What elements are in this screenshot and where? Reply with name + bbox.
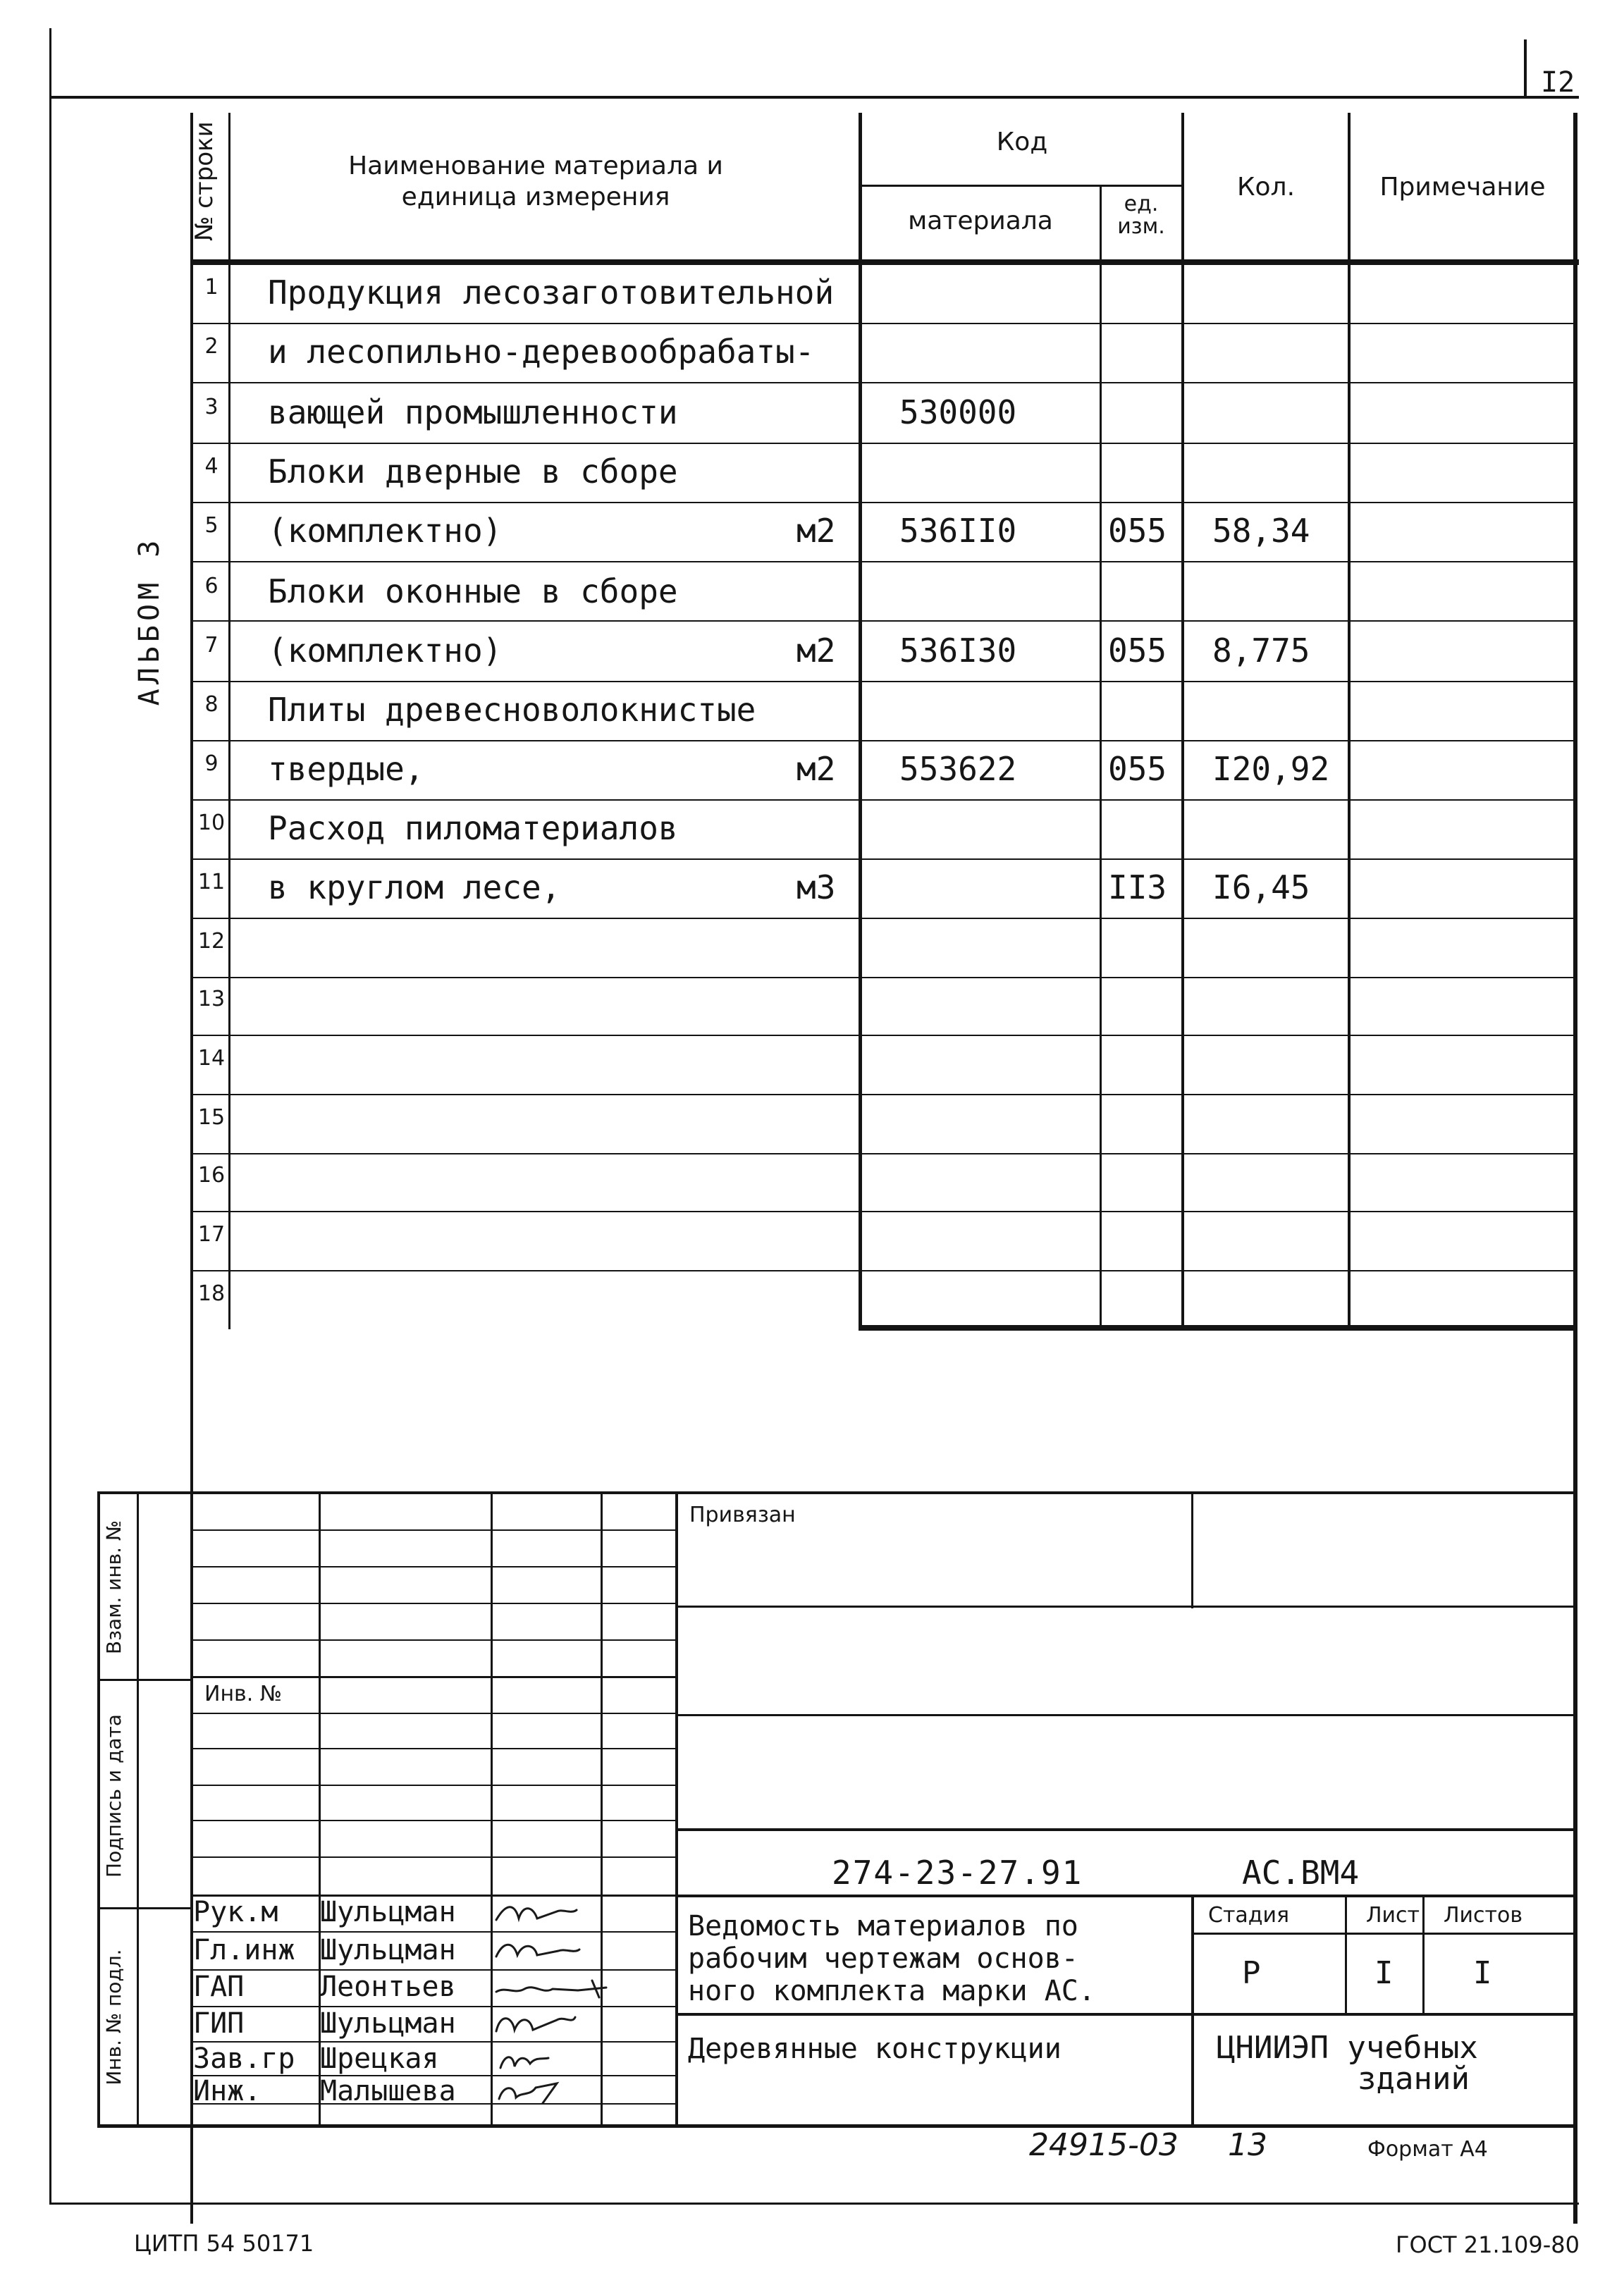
row-number: 13 <box>197 987 226 1011</box>
row-line-7 <box>190 681 1576 682</box>
material-name-cell: Продукция лесозаготовительной <box>268 273 835 312</box>
grid-h-7 <box>190 1748 677 1749</box>
row-line-12 <box>190 977 1576 978</box>
quantity-cell: I6,45 <box>1212 868 1310 906</box>
material-code-cell: 553622 <box>899 750 1017 788</box>
grid-h-10 <box>190 1856 677 1858</box>
row-number: 7 <box>204 633 219 658</box>
header-note: Примечание <box>1379 173 1546 202</box>
doc-code: 274-23-27.91 <box>832 1854 1083 1892</box>
row-line-10 <box>190 858 1576 860</box>
row-line-6 <box>190 620 1576 622</box>
row-number: 14 <box>197 1046 226 1071</box>
quantity-cell: 8,775 <box>1212 632 1310 670</box>
signer-role: Зав.гр <box>193 2043 295 2075</box>
stamp-col-outer-left <box>97 1493 100 2127</box>
material-name-cell: (комплектно) <box>268 512 503 550</box>
unit-code-cell: II3 <box>1108 868 1167 906</box>
grid-h-2 <box>190 1566 677 1567</box>
row-number: 2 <box>204 334 219 359</box>
tb-v-mid <box>1191 1895 1194 2127</box>
row-number: 17 <box>197 1222 226 1247</box>
signer-name: Леонтьев <box>320 1971 456 2003</box>
signer-role: Инж. <box>193 2075 262 2107</box>
tb-h-2 <box>675 1714 1576 1716</box>
signer-name: Малышева <box>320 2075 456 2107</box>
material-name-cell: Блоки дверные в сборе <box>268 452 678 491</box>
row-number: 4 <box>204 454 219 479</box>
row-line-2 <box>190 382 1576 383</box>
sheets-label: Листов <box>1444 1903 1523 1928</box>
privyazan-right-v <box>1191 1493 1193 1608</box>
header-material-name: Наименование материала и единица измерения <box>348 152 723 211</box>
col-line-right <box>1573 113 1577 2224</box>
signature-mark <box>493 2045 620 2076</box>
grid-h-6 <box>190 1713 677 1714</box>
row-number: 11 <box>197 870 226 894</box>
signer-name: Шрецкая <box>320 2043 439 2075</box>
row-line-14 <box>190 1094 1576 1095</box>
doc-title-line-1: Ведомость материалов по <box>688 1910 1078 1942</box>
header-code: Код <box>996 128 1048 156</box>
material-code-cell: 536II0 <box>899 512 1017 550</box>
footer-left: ЦИТП 54 50171 <box>134 2230 314 2257</box>
signature-mark <box>493 1899 620 1930</box>
stage-value: Р <box>1242 1955 1261 1991</box>
material-name-cell: в круглом лесе, <box>268 868 561 906</box>
material-name-cell: вающей промышленности <box>268 393 678 431</box>
stamp-bottom-line <box>97 2124 1577 2128</box>
row-number: 5 <box>204 513 219 538</box>
row-number: 15 <box>197 1105 226 1130</box>
signature-mark <box>493 2078 620 2109</box>
tb-v-sheet <box>1422 1895 1425 2014</box>
material-name-cell: Блоки оконные в сборе <box>268 572 678 610</box>
material-name-cell: Плиты древесноволокнистые <box>268 691 756 729</box>
row-number: 1 <box>204 275 219 300</box>
frame-bottom-line <box>49 2203 1579 2205</box>
row-number: 9 <box>204 751 219 776</box>
tb-h-5 <box>675 2013 1576 2016</box>
col-line-code <box>1100 185 1102 1329</box>
code-subheader-line <box>861 185 1183 187</box>
tb-h-stage-labels <box>1191 1933 1576 1935</box>
table-header-bottom-line <box>190 259 1579 265</box>
unit-cell: м2 <box>796 632 836 670</box>
stamp-sep-2 <box>97 1907 193 1909</box>
signature-mark <box>493 1937 620 1968</box>
sheet-label: Лист <box>1366 1903 1420 1928</box>
format-label: Формат А4 <box>1367 2137 1488 2162</box>
page-number: 13 <box>1228 2127 1267 2163</box>
unit-code-cell: 055 <box>1108 512 1167 550</box>
tb-h-3 <box>675 1828 1576 1831</box>
row-line-15 <box>190 1153 1576 1154</box>
row-line-5 <box>190 561 1576 562</box>
row-line-11 <box>190 918 1576 919</box>
privyazan-label: Привязан <box>689 1503 796 1527</box>
unit-cell: м3 <box>796 868 836 906</box>
sheets-value: I <box>1473 1955 1492 1991</box>
data-block-bottom-line <box>859 1325 1577 1331</box>
material-name-cell: Расход пиломатериалов <box>268 809 678 847</box>
signer-name: Шульцман <box>320 2007 456 2040</box>
material-code-cell: 536I30 <box>899 632 1017 670</box>
signer-role: ГАП <box>193 1971 245 2003</box>
doc-mark: АС.ВМ4 <box>1242 1854 1360 1892</box>
quantity-cell: 58,34 <box>1212 512 1310 550</box>
label-inv-podl: Инв. № подл. <box>102 1949 125 2086</box>
header-row-number: № строки <box>190 121 219 241</box>
unit-cell: м2 <box>796 750 836 788</box>
org-line-1: ЦНИИЭП учебных <box>1217 2030 1478 2066</box>
row-line-16 <box>190 1211 1576 1212</box>
grid-h-3 <box>190 1603 677 1604</box>
row-line-3 <box>190 443 1576 444</box>
signer-name: Шульцман <box>320 1896 456 1928</box>
unit-cell: м2 <box>796 512 836 550</box>
signer-name: Шульцман <box>320 1934 456 1966</box>
header-quantity: Кол. <box>1236 173 1296 202</box>
signature-mark <box>493 1973 620 2004</box>
label-podpis-data: Подпись и дата <box>102 1714 125 1878</box>
object-name: Деревянные конструкции <box>688 2033 1062 2065</box>
row-line-9 <box>190 799 1576 801</box>
stamp-sep-1 <box>97 1679 193 1681</box>
row-line-8 <box>190 740 1576 741</box>
row-number: 12 <box>197 929 226 954</box>
inv-no-label: Инв. № <box>204 1682 283 1706</box>
grid-v-4 <box>675 1493 678 2124</box>
row-number: 10 <box>197 811 226 835</box>
signer-role: Гл.инж <box>193 1934 295 1966</box>
row-line-4 <box>190 502 1576 503</box>
row-number: 18 <box>197 1281 226 1306</box>
grid-h-4 <box>190 1639 677 1641</box>
tb-v-stage <box>1345 1895 1347 2014</box>
grid-h-9 <box>190 1820 677 1821</box>
album-label: АЛЬБОМ 3 <box>133 536 166 706</box>
grid-h-12 <box>190 1931 677 1933</box>
signer-role: ГИП <box>193 2007 245 2040</box>
material-name-cell: и лесопильно-деревообрабаты- <box>268 333 815 371</box>
stage-label: Стадия <box>1208 1903 1290 1928</box>
row-number: 6 <box>204 574 219 598</box>
col-line-qty <box>1348 113 1351 1329</box>
row-number: 3 <box>204 395 219 419</box>
frame-left-line <box>49 28 51 2203</box>
sheet-number-box-left <box>1524 39 1527 99</box>
org-line-2: зданий <box>1358 2061 1470 2097</box>
footer-right: ГОСТ 21.109-80 <box>1396 2231 1580 2258</box>
grid-h-5 <box>190 1676 677 1678</box>
col-line-name <box>859 113 862 1329</box>
stamp-col-inner <box>137 1493 139 2127</box>
col-line-unit <box>1181 113 1184 1329</box>
sheet-value: I <box>1374 1955 1394 1991</box>
tb-h-4 <box>675 1895 1576 1897</box>
signer-role: Рук.м <box>193 1896 278 1928</box>
sheet-number: I2 <box>1541 66 1575 99</box>
privyazan-bottom-h <box>675 1606 1576 1608</box>
header-code-unit: ед. изм. <box>1117 192 1165 239</box>
quantity-cell: I20,92 <box>1212 750 1330 788</box>
signature-mark <box>493 2010 620 2041</box>
row-number: 8 <box>204 692 219 717</box>
grid-v-2 <box>491 1493 493 2124</box>
frame-top-line <box>49 96 1579 99</box>
col-line-rownum <box>228 113 230 1329</box>
row-number: 16 <box>197 1163 226 1188</box>
row-line-17 <box>190 1270 1576 1271</box>
row-line-1 <box>190 323 1576 324</box>
grid-h-8 <box>190 1785 677 1786</box>
unit-code-cell: 055 <box>1108 750 1167 788</box>
doc-title-line-3: ного комплекта марки АС. <box>688 1975 1095 2007</box>
row-line-13 <box>190 1035 1576 1036</box>
unit-code-cell: 055 <box>1108 632 1167 670</box>
label-vzam-inv: Взам. инв. № <box>102 1520 125 1655</box>
material-code-cell: 530000 <box>899 393 1017 431</box>
archive-number: 24915-03 <box>1029 2127 1179 2163</box>
material-name-cell: твердые, <box>268 750 424 788</box>
grid-h-1 <box>190 1529 677 1531</box>
material-name-cell: (комплектно) <box>268 632 503 670</box>
header-code-material: материала <box>908 207 1053 235</box>
doc-title-line-2: рабочим чертежам основ- <box>688 1942 1078 1975</box>
